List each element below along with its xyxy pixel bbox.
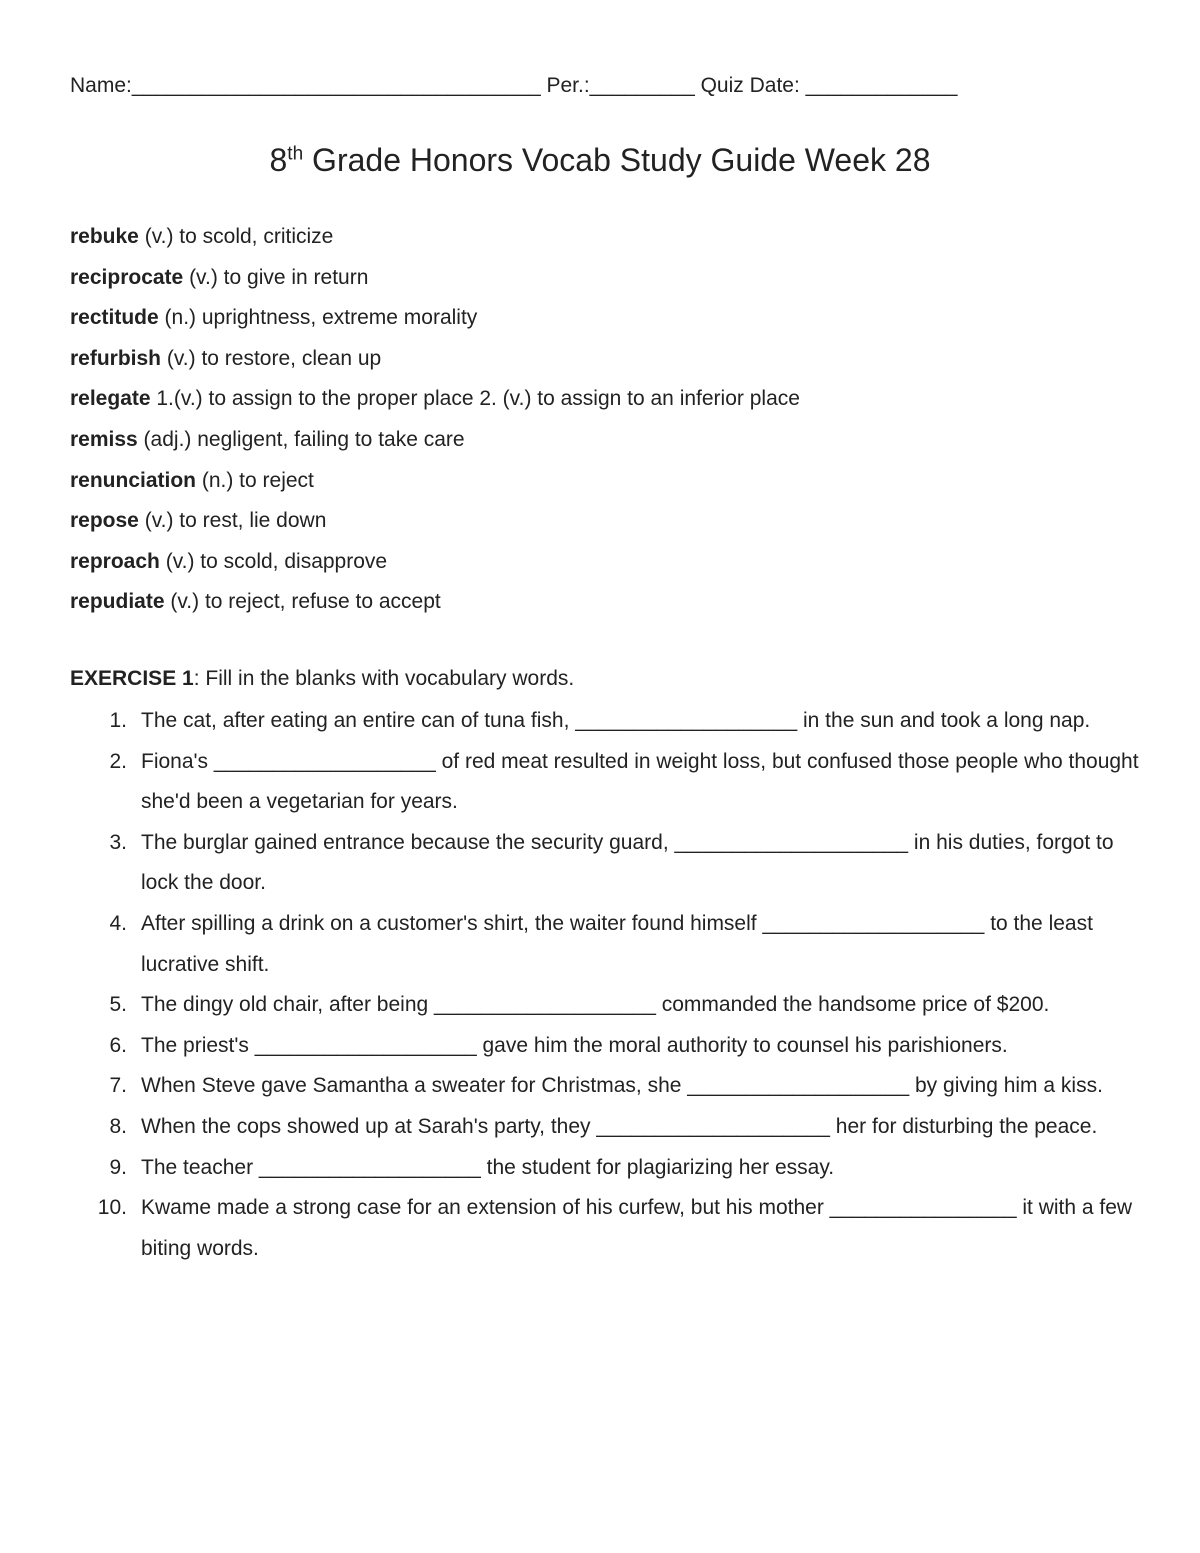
question-item	[70, 1026, 1140, 1067]
vocab-definition: (v.) to scold, disapprove	[159, 549, 388, 573]
vocab-word: rebuke	[70, 225, 139, 248]
vocab-definition: (v.) to scold, criticize	[138, 225, 334, 248]
question-item	[70, 1188, 1140, 1269]
student-info-line: Name:___________________________________ Per.:_________ Quiz Date: _____________	[70, 74, 958, 97]
vocab-word: repose	[70, 509, 139, 533]
question-number: 8.	[109, 1114, 127, 1138]
question-number: 5.	[109, 993, 127, 1017]
vocab-item	[70, 501, 1150, 542]
question-item	[70, 823, 1140, 904]
title-grade-number: 8	[269, 142, 288, 178]
vocab-word: reproach	[70, 549, 160, 573]
vocab-word: renunciation	[70, 468, 197, 492]
vocab-definition: (v.) to restore, clean up	[161, 346, 382, 370]
question-text: The teacher ___________________ the student for plagiarizing her essay.	[141, 1155, 835, 1179]
question-number: 7.	[109, 1074, 127, 1098]
exercise-heading	[70, 664, 574, 694]
question-item	[70, 1066, 1140, 1107]
question-text: The dingy old chair, after being ___________________ commanded the handsome price of $200.	[141, 993, 1050, 1017]
vocab-definition: (adj.) negligent, failing to take care	[137, 427, 465, 451]
question-number: 6.	[109, 1033, 127, 1057]
question-text: The priest's ___________________ gave him the moral authority to counsel his parishioners.	[141, 1033, 1008, 1057]
question-number: 3.	[109, 830, 127, 854]
question-text: When Steve gave Samantha a sweater for Christmas, she ___________________ by giving him a kiss.	[141, 1074, 1103, 1098]
vocab-word: relegate	[70, 387, 151, 411]
page-title	[0, 138, 1200, 182]
vocab-item	[70, 420, 1150, 461]
question-list	[70, 701, 1140, 1269]
question-text: The burglar gained entrance because the security guard, ____________________ in his duties, forgot to lock the door.	[141, 830, 1114, 895]
question-number: 4.	[109, 911, 127, 935]
vocab-item	[70, 379, 1150, 420]
question-number: 2.	[109, 749, 127, 773]
question-text: Kwame made a strong case for an extension of his curfew, but his mother ________________ it with a few biting words.	[141, 1196, 1133, 1260]
question-item	[70, 904, 1140, 985]
vocab-definition: (n.) to reject	[196, 468, 314, 492]
question-item	[70, 985, 1140, 1026]
title-superscript: th	[287, 143, 304, 165]
question-number: 9.	[109, 1155, 127, 1179]
vocab-word: reciprocate	[70, 265, 184, 289]
vocab-item	[70, 258, 1150, 299]
question-item	[70, 1148, 1140, 1189]
question-text: Fiona's ___________________ of red meat resulted in weight loss, but confused those people who thought she'd been a vegetarian for years.	[141, 749, 1139, 814]
vocab-definition: (v.) to reject, refuse to accept	[164, 590, 441, 614]
question-item	[70, 1107, 1140, 1148]
question-text: After spilling a drink on a customer's shirt, the waiter found himself ___________________ to the least lucrative shift.	[141, 911, 1093, 976]
vocab-item	[70, 298, 1150, 339]
vocab-list	[70, 217, 1150, 623]
vocab-word: remiss	[70, 427, 138, 451]
question-text: The cat, after eating an entire can of tuna fish, ___________________ in the sun and took a long nap.	[141, 709, 1091, 732]
question-item	[70, 701, 1140, 742]
vocab-definition: (v.) to give in return	[183, 265, 369, 289]
vocab-item	[70, 217, 1150, 258]
vocab-item	[70, 542, 1150, 583]
title-text: Grade Honors Vocab Study Guide Week 28	[303, 142, 931, 178]
vocab-definition: 1.(v.) to assign to the proper place 2. (v.) to assign to an inferior place	[150, 387, 800, 411]
vocab-item	[70, 461, 1150, 502]
question-number: 1.	[109, 709, 127, 732]
vocab-definition: (n.) uprightness, extreme morality	[158, 306, 478, 330]
question-number: 10.	[97, 1196, 127, 1220]
vocab-definition: (v.) to rest, lie down	[138, 509, 327, 533]
question-text: When the cops showed up at Sarah's party, they ____________________ her for disturbing the peace.	[141, 1114, 1098, 1138]
vocab-item	[70, 339, 1150, 380]
vocab-word: repudiate	[70, 590, 165, 614]
question-item	[70, 742, 1140, 823]
exercise-label: EXERCISE 1	[70, 667, 194, 690]
vocab-word: refurbish	[70, 346, 162, 370]
vocab-word: rectitude	[70, 306, 159, 330]
exercise-instruction: : Fill in the blanks with vocabulary words.	[193, 667, 575, 690]
vocab-item	[70, 582, 1150, 623]
